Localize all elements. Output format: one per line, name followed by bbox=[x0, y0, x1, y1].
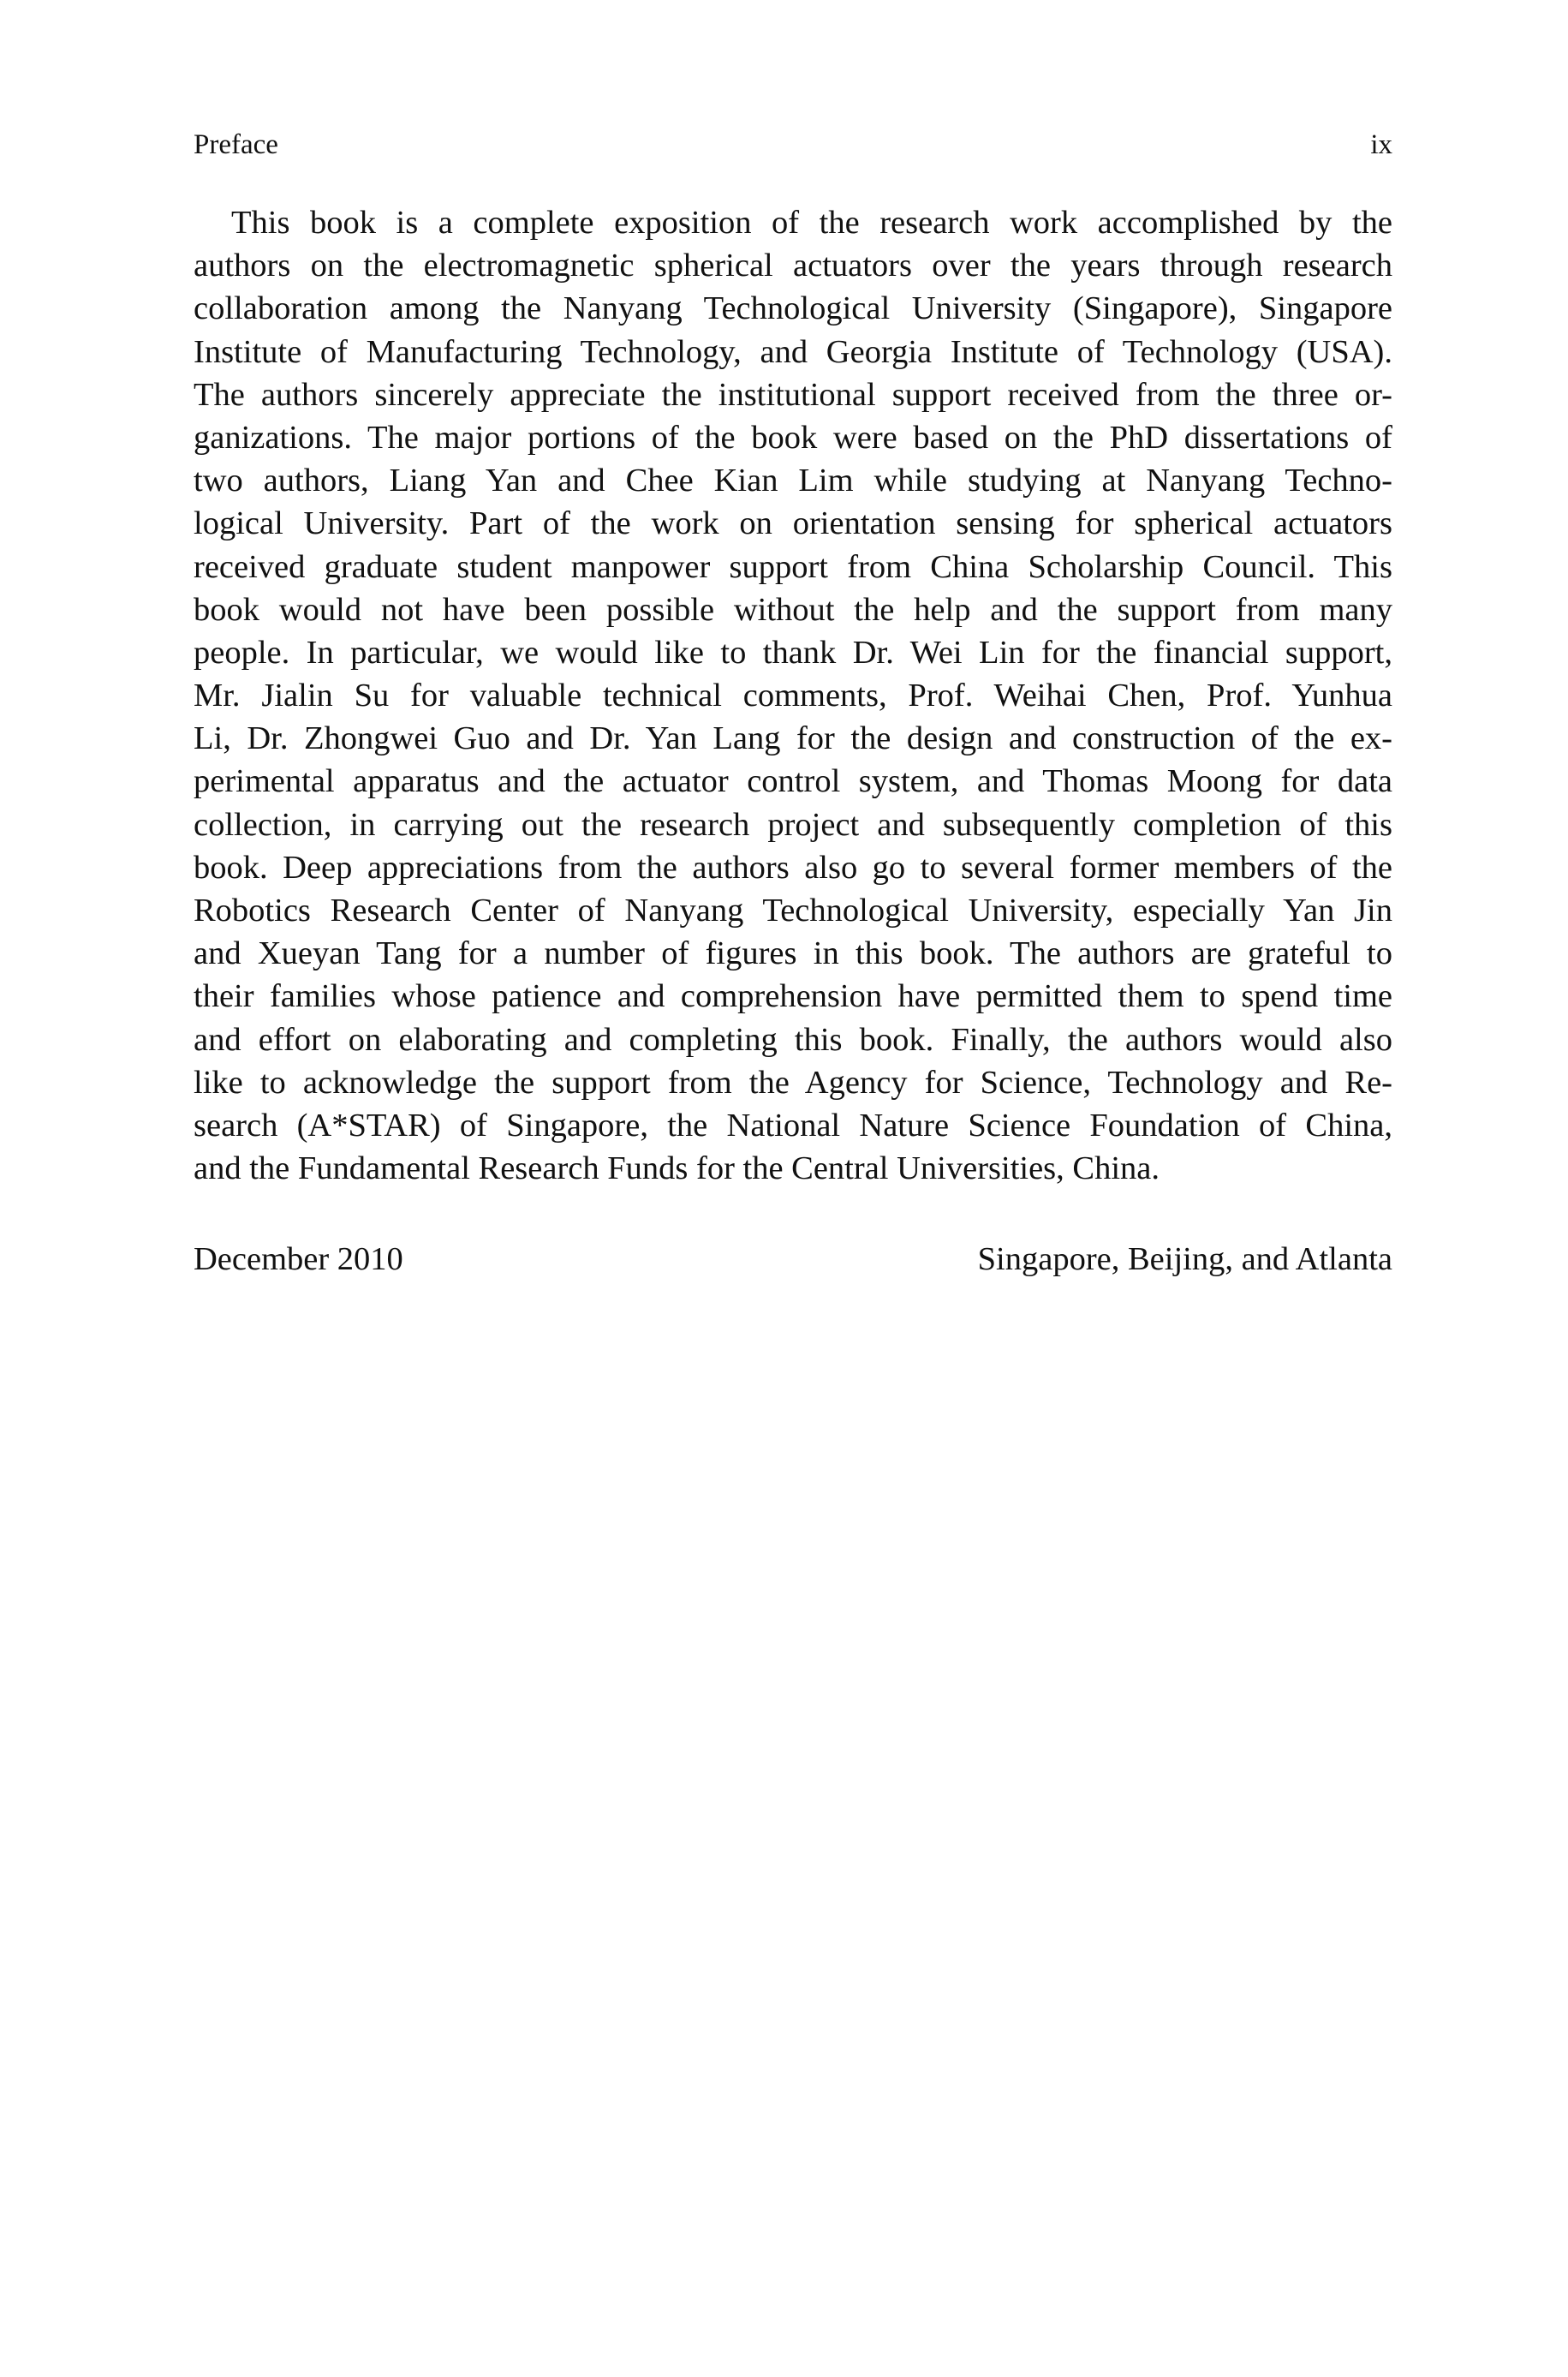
text-line: logical University. Part of the work on orientation sensing for spherical actuators bbox=[194, 505, 1392, 542]
text-line: received graduate student manpower support from China Scholarship Council. This bbox=[194, 548, 1392, 585]
text-line: ganizations. The major portions of the book were based on the PhD dissertations of bbox=[194, 419, 1392, 456]
text-line: book. Deep appreciations from the authors also go to several former members of the bbox=[194, 849, 1392, 886]
text-line: Institute of Manufacturing Technology, and Georgia Institute of Technology (USA). bbox=[194, 333, 1392, 370]
signoff-place: Singapore, Beijing, and Atlanta bbox=[977, 1241, 1392, 1277]
text-line: Robotics Research Center of Nanyang Technological University, especially Yan Jin bbox=[194, 893, 1392, 929]
text-line: This book is a complete exposition of the research work accomplished by the bbox=[231, 205, 1392, 241]
text-line: collaboration among the Nanyang Technological University (Singapore), Singapore bbox=[194, 290, 1392, 327]
text-line: two authors, Liang Yan and Chee Kian Lim while studying at Nanyang Techno- bbox=[194, 463, 1392, 499]
text-line: search (A*STAR) of Singapore, the National Nature Science Foundation of China, bbox=[194, 1107, 1392, 1144]
text-line: Mr. Jialin Su for valuable technical comments, Prof. Weihai Chen, Prof. Yunhua bbox=[194, 678, 1392, 714]
text-line: Li, Dr. Zhongwei Guo and Dr. Yan Lang for the design and construction of the ex- bbox=[194, 720, 1392, 757]
page-number: ix bbox=[1370, 129, 1392, 160]
running-title: Preface bbox=[194, 129, 278, 160]
text-line: people. In particular, we would like to thank Dr. Wei Lin for the financial support, bbox=[194, 634, 1392, 671]
text-line: The authors sincerely appreciate the institutional support received from the three or- bbox=[194, 376, 1392, 413]
preface-paragraph bbox=[194, 201, 1392, 1190]
text-line: collection, in carrying out the research project and subsequently completion of this bbox=[194, 806, 1392, 843]
signoff-date: December 2010 bbox=[194, 1241, 403, 1277]
text-line: perimental apparatus and the actuator control system, and Thomas Moong for data bbox=[194, 763, 1392, 800]
text-line: their families whose patience and comprehension have permitted them to spend time bbox=[194, 978, 1392, 1015]
text-line: like to acknowledge the support from the Agency for Science, Technology and Re- bbox=[194, 1064, 1392, 1101]
text-line: book would not have been possible without the help and the support from many bbox=[194, 591, 1392, 628]
text-line: and the Fundamental Research Funds for the Central Universities, China. bbox=[194, 1150, 1160, 1187]
text-line: authors on the electromagnetic spherical actuators over the years through research bbox=[194, 248, 1392, 284]
text-line: and Xueyan Tang for a number of figures in this book. The authors are grateful to bbox=[194, 935, 1392, 972]
running-head bbox=[194, 125, 1392, 164]
text-line: and effort on elaborating and completing this book. Finally, the authors would also bbox=[194, 1021, 1392, 1058]
signoff bbox=[194, 1233, 1392, 1285]
